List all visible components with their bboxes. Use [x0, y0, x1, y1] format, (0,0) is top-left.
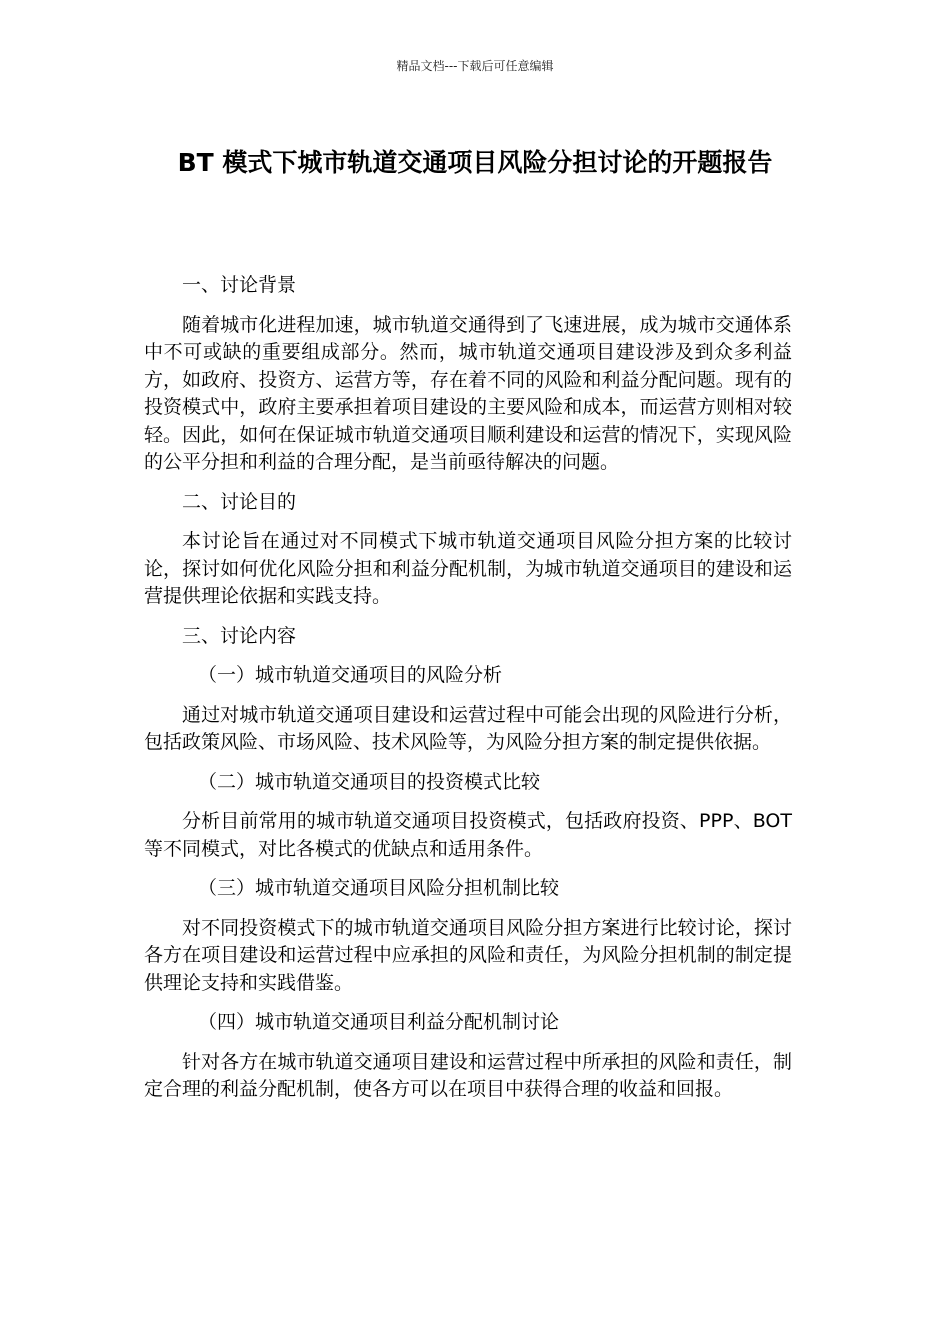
- subsection-text-investment-models: 分析目前常用的城市轨道交通项目投资模式，包括政府投资、PPP、BOT 等不同模式，对比各模式的优缺点和适用条件。: [144, 810, 792, 860]
- page-header-watermark: 精品文档---下载后可任意编辑: [396, 59, 554, 73]
- document-title: BT 模式下城市轨道交通项目风险分担讨论的开题报告: [177, 148, 773, 177]
- section-heading-content: 三、讨论内容: [182, 624, 297, 647]
- subsection-heading-investment-models: （二）城市轨道交通项目的投资模式比较: [198, 770, 541, 793]
- subsection-text-benefit-distribution: 针对各方在城市轨道交通项目建设和运营过程中所承担的风险和责任，制定合理的利益分配机制，使各方可以在项目中获得合理的收益和回报。: [144, 1050, 792, 1100]
- document-body: [144, 272, 792, 1116]
- section-text-purpose: 本讨论旨在通过对不同模式下城市轨道交通项目风险分担方案的比较讨论，探讨如何优化风险分担和利益分配机制，为城市轨道交通项目的建设和运营提供理论依据和实践支持。: [144, 530, 792, 607]
- section-heading-purpose: 二、讨论目的: [182, 490, 297, 513]
- subsection-heading-risk-analysis: （一）城市轨道交通项目的风险分析: [198, 664, 503, 686]
- section-heading-background: 一、讨论背景: [182, 274, 297, 296]
- subsection-heading-risk-sharing: （三）城市轨道交通项目风险分担机制比较: [198, 877, 560, 899]
- subsection-text-risk-analysis: 通过对城市轨道交通项目建设和运营过程中可能会出现的风险进行分析，包括政策风险、市场风险、技术风险等，为风险分担方案的制定提供依据。: [144, 703, 792, 753]
- subsection-text-risk-sharing: 对不同投资模式下的城市轨道交通项目风险分担方案进行比较讨论，探讨各方在项目建设和运营过程中应承担的风险和责任，为风险分担机制的制定提供理论支持和实践借鉴。: [144, 916, 792, 994]
- section-text-background: 随着城市化进程加速，城市轨道交通得到了飞速进展，成为城市交通体系中不可或缺的重要组成部分。然而，城市轨道交通项目建设涉及到众多利益方，如政府、投资方、运营方等，存在着不同的风险和利益分配问题。现有的投资模式中，政府主要承担着项目建设的主要风险和成本，而运营方则相对较轻。因此，如何在保证城市轨道交通项目顺利建设和运营的情况下，实现风险的公平分担和利益的合理分配，是当前亟待解决的问题。: [144, 313, 792, 473]
- subsection-heading-benefit-distribution: （四）城市轨道交通项目利益分配机制讨论: [198, 1011, 560, 1033]
